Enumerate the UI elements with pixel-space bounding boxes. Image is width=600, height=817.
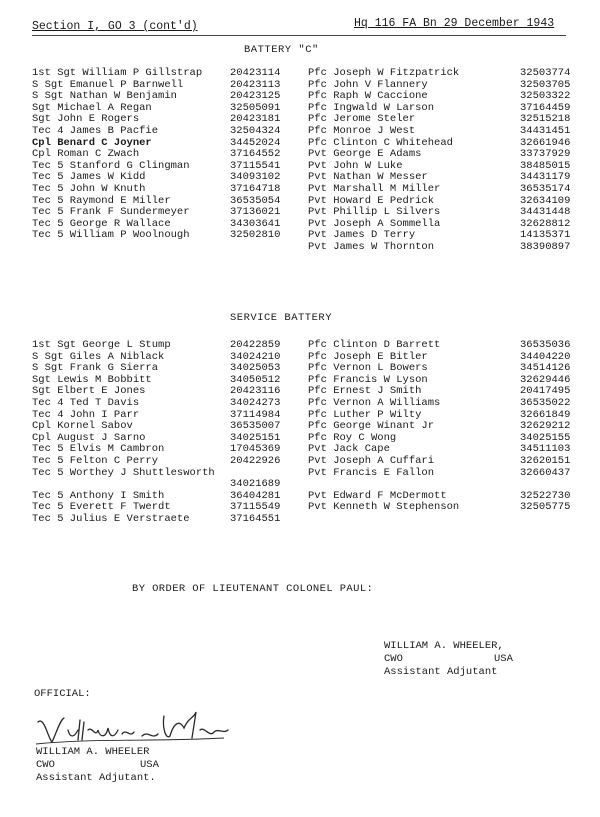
serial-number: 36535022 <box>520 396 571 409</box>
serial-number: 34025151 <box>230 431 281 444</box>
serial-number: 32620151 <box>520 454 571 467</box>
serial-number: 38390897 <box>520 240 571 253</box>
header-rule <box>32 35 566 36</box>
soldier-name: Tec 4 Ted T Davis <box>32 396 140 409</box>
soldier-name: Pfc Ernest J Smith <box>308 385 422 398</box>
soldier-name: Pvt James W Thornton <box>308 240 435 253</box>
serial-number: 32661849 <box>520 408 571 421</box>
soldier-name: Cpl Benard C Joyner <box>32 136 152 149</box>
soldier-name: 1st Sgt George L Stump <box>32 339 171 351</box>
serial-number: 37164718 <box>230 182 281 195</box>
soldier-name: Pvt Howard E Pedrick <box>308 194 435 207</box>
soldier-name: S Sgt Nathan W Benjamin <box>32 90 177 103</box>
serial-number: 34024210 <box>230 350 281 363</box>
soldier-name: Tec 5 Raymond E Miller <box>32 194 171 207</box>
soldier-name: Pvt Nathan W Messer <box>308 171 428 184</box>
soldier-name: Tec 5 Everett F Twerdt <box>32 501 171 514</box>
serial-number: 32661946 <box>520 136 571 149</box>
soldier-name: S Sgt Emanuel P Barnwell <box>32 78 184 91</box>
serial-number: 32522730 <box>520 489 571 502</box>
section-heading: Section I, GO 3 (cont'd) <box>32 20 198 33</box>
soldier-name: Pvt James D Terry <box>308 229 416 242</box>
soldier-name: S Sgt Frank G Sierra <box>32 362 159 375</box>
official-name: WILLIAM A. WHEELER <box>36 746 150 758</box>
serial-number: 20423116 <box>230 385 281 398</box>
soldier-name: Pvt Kenneth W Stephenson <box>308 501 460 514</box>
soldier-name: Pfc Ingwald W Larson <box>308 101 435 114</box>
serial-number: 37114984 <box>230 408 281 421</box>
signer-rank-line <box>384 653 513 666</box>
serial-number: 20423181 <box>230 113 281 126</box>
soldier-name: Pvt Marshall M Miller <box>308 182 441 195</box>
serial-number: 33737929 <box>520 148 571 161</box>
serial-number: 37115541 <box>230 159 281 172</box>
soldier-name: Pfc Joseph W Fitzpatrick <box>308 67 460 79</box>
official-label: OFFICIAL: <box>34 688 91 700</box>
soldier-name: Pfc Jerome Steler <box>308 113 416 126</box>
serial-number: 34024273 <box>230 396 281 409</box>
soldier-name: Pvt Edward F McDermott <box>308 489 447 502</box>
serial-number: 32503705 <box>520 78 571 91</box>
soldier-name: Sgt Michael A Regan <box>32 101 152 114</box>
serial-number: 32628812 <box>520 217 571 230</box>
serial-number: 34431451 <box>520 124 571 137</box>
soldier-name: Sgt Elbert E Jones <box>32 385 146 398</box>
soldier-name: Pfc Vernon A Williams <box>308 396 441 409</box>
serial-number: 20422859 <box>230 339 281 351</box>
serial-number: 34025155 <box>520 431 571 444</box>
signer-rank: CWO <box>384 653 403 665</box>
soldier-name: Tec 5 John W Knuth <box>32 182 146 195</box>
serial-number: 32503774 <box>520 67 571 79</box>
serial-number: 34452024 <box>230 136 281 149</box>
serial-number: 32503322 <box>520 90 571 103</box>
serial-number: 36535007 <box>230 420 281 433</box>
soldier-name: Tec 5 James W Kidd <box>32 171 146 184</box>
serial-number: 14135371 <box>520 229 571 242</box>
serial-number: 34303641 <box>230 217 281 230</box>
serial-number: 32634109 <box>520 194 571 207</box>
signer-branch: USA <box>494 653 513 665</box>
serial-number: 32660437 <box>520 466 571 479</box>
soldier-name: Pvt Joseph A Cuffari <box>308 454 435 467</box>
soldier-name: Cpl August J Sarno <box>32 431 146 444</box>
serial-number: 37115549 <box>230 501 281 514</box>
soldier-name: Tec 5 Worthey J Shuttlesworth <box>32 466 215 479</box>
serial-number: 34093102 <box>230 171 281 184</box>
soldier-name: Tec 4 James B Pacfie <box>32 124 159 137</box>
soldier-name: Cpl Kornel Sabov <box>32 420 133 433</box>
official-branch: USA <box>140 759 159 771</box>
serial-number: 20423113 <box>230 78 281 91</box>
soldier-name: Pvt Phillip L Silvers <box>308 206 441 219</box>
serial-number: 37164551 <box>230 512 281 525</box>
soldier-name: Tec 5 Felton C Perry <box>32 454 159 467</box>
serial-number: 34431448 <box>520 206 571 219</box>
soldier-name: S Sgt Giles A Niblack <box>32 350 165 363</box>
soldier-name: Sgt Lewis M Bobbitt <box>32 373 152 386</box>
soldier-name: Tec 5 William P Woolnough <box>32 229 190 242</box>
soldier-name: Tec 5 Anthony I Smith <box>32 489 165 502</box>
serial-number: 34021689 <box>230 478 281 491</box>
soldier-name: Pvt Francis E Fallon <box>308 466 435 479</box>
official-rank: CWO <box>36 759 55 771</box>
serial-number: 37136021 <box>230 206 281 219</box>
soldier-name: Pfc George Winant Jr <box>308 420 435 433</box>
serial-number: 36404281 <box>230 489 281 502</box>
soldier-name: Tec 5 Frank F Sundermeyer <box>32 206 190 219</box>
serial-number: 34404220 <box>520 350 571 363</box>
soldier-name: Tec 4 John I Parr <box>32 408 140 421</box>
serial-number: 17045369 <box>230 443 281 456</box>
soldier-name: Pfc John V Flannery <box>308 78 428 91</box>
serial-number: 34025053 <box>230 362 281 375</box>
serial-number: 32505091 <box>230 101 281 114</box>
official-block <box>36 746 159 785</box>
battery-c-title: BATTERY "C" <box>244 44 319 56</box>
signer-name: WILLIAM A. WHEELER, <box>384 640 504 652</box>
soldier-name: Pvt George E Adams <box>308 148 422 161</box>
soldier-name: 1st Sgt William P Gillstrap <box>32 67 203 79</box>
serial-number: 36535036 <box>520 339 571 351</box>
soldier-name: Pvt John W Luke <box>308 159 403 172</box>
serial-number: 20423125 <box>230 90 281 103</box>
order-line: BY ORDER OF LIEUTENANT COLONEL PAUL: <box>132 583 374 595</box>
soldier-name: Pfc Roy C Wong <box>308 431 397 444</box>
serial-number: 20423114 <box>230 67 281 79</box>
serial-number: 32505775 <box>520 501 571 514</box>
soldier-name: Tec 5 Julius E Verstraete <box>32 512 190 525</box>
serial-number: 32502810 <box>230 229 281 242</box>
official-title: Assistant Adjutant. <box>36 772 156 784</box>
soldier-name: Cpl Roman C Zwach <box>32 148 140 161</box>
serial-number: 34050512 <box>230 373 281 386</box>
unit-date-heading: Hq 116 FA Bn 29 December 1943 <box>354 17 555 30</box>
soldier-name: Pfc Monroe J West <box>308 124 416 137</box>
serial-number: 32629212 <box>520 420 571 433</box>
serial-number: 32515218 <box>520 113 571 126</box>
serial-number: 36535174 <box>520 182 571 195</box>
serial-number: 34514126 <box>520 362 571 375</box>
serial-number: 37164552 <box>230 148 281 161</box>
serial-number: 36535054 <box>230 194 281 207</box>
serial-number: 20422926 <box>230 454 281 467</box>
serial-number: 20417495 <box>520 385 571 398</box>
soldier-name: Tec 5 Stanford G Clingman <box>32 159 190 172</box>
serial-number: 37164459 <box>520 101 571 114</box>
soldier-name: Tec 5 Elvis M Cambron <box>32 443 165 456</box>
serial-number: 32504324 <box>230 124 281 137</box>
service-battery-title: SERVICE BATTERY <box>230 312 333 324</box>
soldier-name: Pfc Vernon L Bowers <box>308 362 428 375</box>
soldier-name: Pfc Joseph E Bitler <box>308 350 428 363</box>
official-rank-line <box>36 759 159 772</box>
soldier-name: Tec 5 George R Wallace <box>32 217 171 230</box>
soldier-name: Pfc Clinton C Whitehead <box>308 136 453 149</box>
signer-title: Assistant Adjutant <box>384 666 498 678</box>
soldier-name: Sgt John E Rogers <box>32 113 140 126</box>
soldier-name: Pfc Francis W Lyson <box>308 373 428 386</box>
soldier-name: Pfc Raph W Caccione <box>308 90 428 103</box>
signature-block <box>384 640 513 679</box>
soldier-name: Pvt Jack Cape <box>308 443 390 456</box>
soldier-name: Pfc Clinton D Barrett <box>308 339 441 351</box>
serial-number: 32629446 <box>520 373 571 386</box>
serial-number: 34511103 <box>520 443 571 456</box>
serial-number: 38485015 <box>520 159 571 172</box>
serial-number: 34431179 <box>520 171 571 184</box>
soldier-name: Pfc Luther P Wilty <box>308 408 422 421</box>
soldier-name: Pvt Joseph A Sommella <box>308 217 441 230</box>
